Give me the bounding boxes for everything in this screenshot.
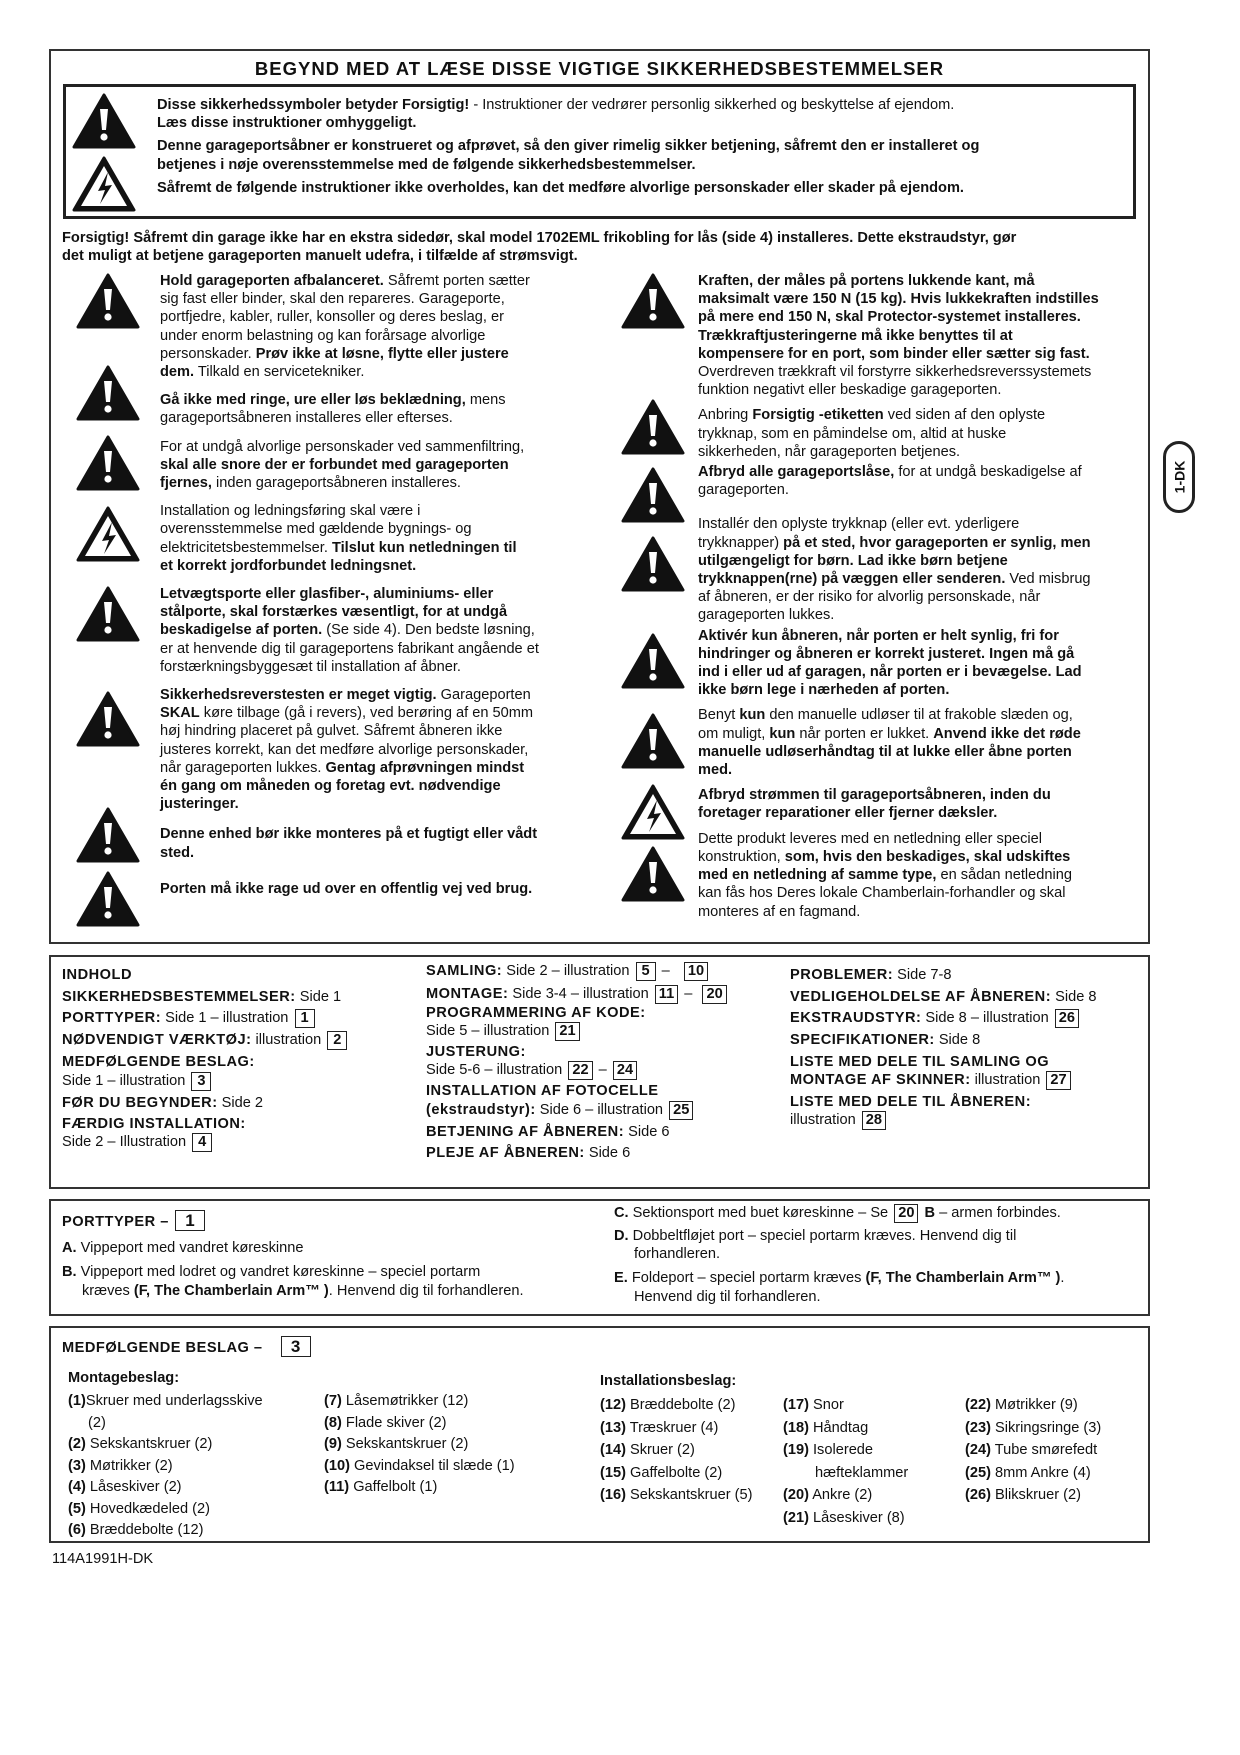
- hardware-item-label: (2): [88, 1414, 106, 1431]
- safety-item-label: Anbring Forsigtig -etiketten ved siden af den oplyste trykknap, som en påmindelse om, altid at huske sikkerheden, når garageporten betjenes.: [698, 407, 1046, 460]
- hardware-item: [68, 1520, 328, 1542]
- hardware-item-label: Bræddebolte (2): [625, 1397, 736, 1413]
- hardware-item-label: Håndtag: [808, 1419, 869, 1436]
- contents-col-2: SAMLING: Side 2 – illustration 5 – 10 MONTAGE: Side 3-4 – illustration 11 – 20 PROGRAMMERING AF KODE: Side 5 – illustration 21 JUSTERUNG: Side 5-6 – illustration 22 – 24 INSTALLATION AF FOTOCELLE (ekstraudstyr): Side 6 – illustration 25 BETJENING AF ÅBNEREN: Side 6 PLEJE AF ÅBNEREN: Side 6: [426, 962, 776, 1162]
- hardware-item: [324, 1477, 584, 1499]
- safety-item-closing-force: Kraften, der måles på portens lukkende kant, må maksimalt være 150 N (15 kg). Hvis lukkekraften indstilles på mere end 150 N, skal Protector-systemet installeres. Trækkraftjusteringerne må ikke benyttes til at kompensere for en port, som binder eller sætter sig fast. Overdreven trækkraft vil forstyrre sikkerhedsreverssystemets funktion negativt eller beskadige garageporten.: [698, 273, 1099, 399]
- warning-triangle-icon: [75, 690, 141, 748]
- hardware-item-label: Ankre (2): [808, 1487, 873, 1503]
- door-types-right: C. Sektionsport med buet køreskinne – Se 20 B – armen forbindes. D. Dobbeltfløjet port – speciel portarm kræves. Henvend dig til forhandleren. E. Foldeport – speciel portarm kræves (F, The Chamberlain Arm™ ). Henvend dig til forhandleren.: [614, 1205, 1065, 1305]
- warning-triangle-icon: [620, 272, 686, 330]
- hardware-col-5: [965, 1394, 1145, 1507]
- hardware-item-label: Sekskantskruer (5): [625, 1487, 753, 1503]
- hardware-item-label: Flade skiver (2): [341, 1414, 447, 1431]
- hardware-item-label: Hovedkædeled (2): [85, 1500, 210, 1517]
- hardware-item: [68, 1456, 328, 1478]
- safety-item-ropes: For at undgå alvorlige personskader ved sammenfiltring, skal alle snore der er forbundet med garageporten fjernes, inden garageportsåbneren installeres.: [160, 438, 525, 492]
- door-types-left: PORTTYPER – 1 A. Vippeport med vandret køreskinne B. Vippeport med lodret og vandret køreskinne – speciel portarm kræves (F, The Chamberlain Arm™ ). Henvend dig til forhandleren.: [62, 1211, 524, 1299]
- hardware-item: [68, 1477, 328, 1499]
- hardware-item-number: (16): [600, 1487, 626, 1503]
- frikobling-warning: Forsigtig! Såfremt din garage ikke har en ekstra sidedør, skal model 1702EML frikobling for lås (side 4) installeres. Dette ekstraudstyr, gør det muligt at betjene garageporten manuelt udefra, i tilfælde af strømsvigt.: [62, 230, 1017, 265]
- hardware-item: [783, 1439, 963, 1462]
- hardware-item-label: Sekskantskruer (2): [341, 1436, 469, 1452]
- hardware-item: [965, 1439, 1145, 1462]
- hardware-item-label: Gaffelbolt (1): [349, 1479, 438, 1495]
- warning-triangle-icon: [620, 535, 686, 593]
- safety-item-reverse-test: Sikkerhedsreverstesten er meget vigtig. Garageporten SKAL køre tilbage (gå i revers), ved berøring af en 50mm høj hindring placeret på gulvet. Såfremt åbneren ikke justeres korrekt, kan det medføre alvorlige personskader, når garageporten lukkes. Gentag afprøvningen mindst én gang om måneden og foretag evt. nødvendige justeringer.: [160, 687, 534, 813]
- hardware-item-number: (17): [783, 1397, 809, 1413]
- hardware-item-number: (8): [324, 1414, 342, 1431]
- hardware-item: [965, 1417, 1145, 1440]
- hardware-item-label: Sekskantskruer (2): [85, 1436, 213, 1452]
- hardware-item-label: Tube smørefedt: [990, 1442, 1098, 1458]
- hardware-item: [600, 1417, 780, 1440]
- hardware-item: [965, 1484, 1145, 1507]
- hardware-item-number: (22): [965, 1397, 991, 1413]
- hardware-item: [783, 1484, 963, 1507]
- hardware-item-label: Låseskiver (2): [85, 1479, 182, 1495]
- safety-item-balance: Hold garageporten afbalanceret. Såfremt porten sætter sig fast eller binder, skal den repareres. Garageporte, portfjedre, kabler, ruller, konsoller og deres beslag, er under enorm belastning og kan forårsage alvorlige personskader. Prøv ikke at løsne, flytte eller justere dem. Tilkald en servicetekniker.: [160, 273, 530, 381]
- hardware-item: [600, 1439, 780, 1462]
- safety-item-activate: Aktivér kun åbneren, når porten er helt synlig, fri for hindringer og åbneren er korrekt justeret. Ingen må gå ind i eller ud af garagen, når porten er i bevægelse. Lad ikke børn lege i nærheden af porten.: [698, 627, 1082, 699]
- hardware-item-label: Træskruer (4): [625, 1419, 719, 1436]
- warning-triangle-icon: [75, 585, 141, 643]
- hardware-item-label: Isolerede: [808, 1442, 874, 1458]
- hardware-item-label: Møtrikker (2): [85, 1457, 173, 1474]
- hardware-col-3: [600, 1394, 780, 1507]
- montage-hardware-title: Montagebeslag:: [68, 1370, 180, 1386]
- safety-item-push-button: Installér den oplyste trykknap (eller evt. yderligere trykknapper) på et sted, hvor garageporten er synlig, men utilgængeligt for børn. Lad ikke børn betjene trykknappen(rne) på væggen eller senderen. Ved misbrug af åbneren, er der risiko for alvorlig personskade, når garageporten lukkes.: [698, 516, 1091, 624]
- safety-item-clothing: Gå ikke med ringe, ure eller løs beklædning, mens garageportsåbneren installeres eller efterses.: [160, 392, 506, 427]
- hardware-item-number: (20): [783, 1487, 809, 1503]
- hardware-item-number: (11): [324, 1479, 350, 1495]
- hardware-item-number: (9): [324, 1436, 342, 1452]
- hardware-item-label: Låsemøtrikker (12): [341, 1393, 469, 1409]
- page-number: 1-DK: [1171, 460, 1188, 494]
- install-hardware-title: Installationsbeslag:: [600, 1373, 737, 1389]
- safety-item-wiring: Installation og ledningsføring skal være i overensstemmelse med gældende bygnings- og elektricitetsbestemmelser. Tilslut kun netledningen til et korrekt jordforbundet ledningsnet.: [160, 503, 517, 574]
- hardware-item: [68, 1391, 328, 1413]
- hardware-item-number: (26): [965, 1487, 991, 1503]
- hardware-item: [783, 1417, 963, 1440]
- electric-warning-icon: [620, 783, 686, 841]
- warning-triangle-icon: [620, 466, 686, 524]
- safety-item-power-cord: Dette produkt leveres med en netledning eller speciel konstruktion, som, hvis den beskadiges, skal udskiftes med en netledning af samme type, en sådan netledning kan fås hos Deres lokale Chamberlain-forhandler og skal monteres af en fagmand.: [698, 830, 1072, 920]
- hardware-item: [600, 1394, 780, 1417]
- hardware-col-4: [783, 1394, 963, 1529]
- document-code: 114A1991H-DK: [52, 1551, 154, 1567]
- hardware-item: [965, 1462, 1145, 1485]
- hardware-item-number: (6): [68, 1522, 86, 1538]
- hardware-item-number: (19): [783, 1442, 809, 1458]
- hardware-item: [68, 1413, 328, 1435]
- hardware-item-number: (2): [68, 1436, 86, 1452]
- hardware-item-number: (21): [783, 1509, 809, 1526]
- safety-right-column: [698, 272, 1138, 921]
- safety-item-locks: Afbryd alle garageportslåse, for at undgå beskadigelse af garageporten.: [698, 464, 1082, 499]
- hardware-item-label: Skruer med underlagsskive: [85, 1393, 263, 1409]
- warning-triangle-icon: [75, 870, 141, 928]
- electric-warning-icon: [71, 155, 137, 213]
- hardware-item-number: (12): [600, 1397, 626, 1413]
- hardware-item-label: Gaffelbolte (2): [625, 1464, 723, 1481]
- hardware-item-number: (1): [68, 1393, 86, 1409]
- safety-item-lightweight-doors: Letvægtsporte eller glasfiber-, aluminiums- eller stålporte, skal forstærkes væsentligt, for at undgå beskadigelse af porten. (Se side 4). Den bedste løsning, er at henvende dig til garageportens fabrikant angående et forstærkningsbyggesæt til installation af åbner.: [160, 586, 539, 675]
- hardware-item-number: (10): [324, 1457, 350, 1474]
- safety-item-power-off: Afbryd strømmen til garageportsåbneren, inden du foretager reparationer eller fjerner dæksler.: [698, 787, 1051, 822]
- hardware-item-label: Møtrikker (9): [990, 1397, 1078, 1413]
- warning-triangle-icon: [71, 92, 137, 150]
- hardware-item-number: (3): [68, 1457, 86, 1474]
- hardware-item: [324, 1413, 584, 1435]
- hardware-item: [783, 1507, 963, 1530]
- hardware-item-number: (4): [68, 1479, 86, 1495]
- hardware-item-label: 8mm Ankre (4): [990, 1464, 1091, 1481]
- warning-triangle-icon: [75, 806, 141, 864]
- page-number-tab: [1163, 441, 1195, 513]
- hardware-item-number: (24): [965, 1442, 991, 1458]
- hardware-item-label: Blikskruer (2): [990, 1487, 1081, 1503]
- warning-triangle-icon: [620, 632, 686, 690]
- hardware-item-number: (13): [600, 1419, 626, 1436]
- hardware-item-number: (15): [600, 1464, 626, 1481]
- hardware-item-number: (5): [68, 1500, 86, 1517]
- hardware-item-label: Gevindaksel til slæde (1): [349, 1457, 515, 1474]
- hardware-item: [68, 1434, 328, 1456]
- warning-triangle-icon: [620, 398, 686, 456]
- hardware-item-label: Bræddebolte (12): [85, 1522, 204, 1538]
- electric-warning-icon: [75, 505, 141, 563]
- hardware-item-number: (7): [324, 1393, 342, 1409]
- hardware-item: [324, 1391, 584, 1413]
- hardware-item-number: (23): [965, 1419, 991, 1436]
- safety-left-column: [160, 272, 600, 898]
- hardware-item-number: (25): [965, 1464, 991, 1481]
- hardware-item-label: Låseskiver (8): [808, 1509, 905, 1526]
- contents-col-1: INDHOLD SIKKERHEDSBESTEMMELSER: Side 1 PORTTYPER: Side 1 – illustration 1 NØDVENDIGT VÆRKTØJ: illustration 2 MEDFØLGENDE BESLAG: Side 1 – illustration 3 FØR DU BEGYNDER: Side 2 FÆRDIG INSTALLATION: Side 2 – Illustration 4: [62, 966, 392, 1152]
- contents-col-3: PROBLEMER: Side 7-8 VEDLIGEHOLDELSE AF ÅBNEREN: Side 8 EKSTRAUDSTYR: Side 8 – illustration 26 SPECIFIKATIONER: Side 8 LISTE MED DELE TIL SAMLING OG MONTAGE AF SKINNER: illustration 27 LISTE MED DELE TIL ÅBNEREN: illustration 28: [790, 967, 1097, 1129]
- hardware-item: [600, 1462, 780, 1485]
- warning-triangle-icon: [620, 845, 686, 903]
- intro-text: Disse sikkerhedssymboler betyder Forsigtig! - Instruktioner der vedrører personlig sikkerhed og beskyttelse af ejendom. Læs disse instruktioner omhyggeligt. Denne garageportsåbner er konstrueret og afprøvet, så den giver rimelig sikker betjening, såfremt den er installeret og betjenes i nøje overensstemmelse med de følgende sikkerhedsbestemmelser. Såfremt de følgende instruktioner ikke overholdes, kan det medføre alvorlige personskader eller skader på ejendom.: [157, 97, 980, 196]
- safety-item-public-road: Porten må ikke rage ud over en offentlig vej ved brug.: [160, 880, 533, 897]
- safety-item-manual-release: Benyt kun den manuelle udløser til at frakoble slæden og, om muligt, kun når porten er lukket. Anvend ikke det røde manuelle udløserhåndtag til at lukke eller åbne porten med.: [698, 707, 1081, 779]
- hardware-item: [783, 1394, 963, 1417]
- page-title: BEGYND MED AT LÆSE DISSE VIGTIGE SIKKERHEDSBESTEMMELSER: [254, 58, 945, 79]
- hardware-item-number: (14): [600, 1442, 626, 1458]
- warning-triangle-icon: [75, 434, 141, 492]
- hardware-item: [783, 1462, 963, 1485]
- safety-item-moisture: Denne enhed bør ikke monteres på et fugtigt eller vådt sted.: [160, 826, 538, 861]
- warning-triangle-icon: [75, 272, 141, 330]
- hardware-item-label: Sikringsringe (3): [990, 1419, 1102, 1436]
- hardware-item: [965, 1394, 1145, 1417]
- warning-triangle-icon: [620, 712, 686, 770]
- hardware-item-label: hæfteklammer: [815, 1464, 909, 1481]
- hardware-title: MEDFØLGENDE BESLAG – 3: [62, 1336, 313, 1357]
- hardware-item: [68, 1499, 328, 1521]
- hardware-col-2: [324, 1391, 584, 1499]
- hardware-item: [600, 1484, 780, 1507]
- hardware-item-number: (18): [783, 1419, 809, 1436]
- hardware-col-1: [68, 1391, 328, 1542]
- warning-triangle-icon: [75, 364, 141, 422]
- hardware-item-label: Snor: [808, 1397, 844, 1413]
- hardware-item-label: Skruer (2): [625, 1442, 695, 1458]
- hardware-item: [324, 1456, 584, 1478]
- hardware-item: [324, 1434, 584, 1456]
